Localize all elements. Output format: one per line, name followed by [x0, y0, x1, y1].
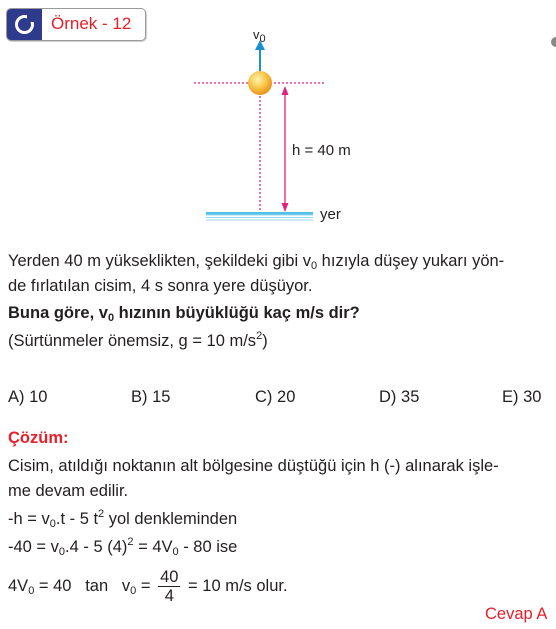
option-d[interactable]: D) 35: [379, 388, 420, 406]
ground-hatch: [206, 215, 313, 220]
ground-label: yer: [320, 206, 341, 223]
height-arrowhead-top: [282, 86, 289, 95]
example-icon: [7, 9, 42, 40]
projectile-figure: [180, 22, 380, 232]
problem-note: (Sürtünmeler önemsiz, g = 10 $m/s^2$): [8, 330, 268, 350]
example-badge: [6, 8, 146, 41]
equation-1: $-h = v_0.t - 5$ $t^2$ yol denkleminden: [8, 508, 238, 530]
option-e[interactable]: E) 30: [502, 388, 542, 406]
answer-label: Cevap A: [485, 605, 548, 623]
fraction: $\frac{40}{4}$: [160, 568, 179, 605]
ball: [248, 71, 272, 95]
solution-heading: Çözüm:: [8, 429, 69, 447]
example-title: Örnek - 12: [51, 14, 132, 33]
equation-3: $4V_0 = 40$ $\tan v_0$ = $\frac{40}{4}$ = 10 m/s olur.: [8, 568, 288, 605]
solution-line-1: Cisim, atıldığı noktanın alt bölgesine düştüğü için h (-) alınarak işle-: [8, 457, 499, 475]
equation-2: $-40 = v_0.4 - 5$ $(4)^2 = 4V_0 - 80$ ise: [8, 536, 238, 558]
height-label: h = 40 m: [292, 142, 351, 159]
solution-line-2: me devam edilir.: [8, 482, 129, 500]
question: Buna göre, $v_0$ hızının büyüklüğü kaç m/s dir?: [8, 304, 360, 324]
problem-line-2: de fırlatılan cisim, 4 s sonra yere düşüyor.: [8, 277, 313, 295]
height-arrowhead-bottom: [282, 203, 289, 212]
option-a[interactable]: A) 10: [8, 388, 48, 406]
velocity-label: $v_0$: [253, 27, 266, 45]
option-b[interactable]: B) 15: [131, 388, 171, 406]
problem-line-1: Yerden 40 m yükseklikten, şekildeki gibi $v_0$ hızıyla düşey yukarı yön-: [8, 252, 505, 272]
option-c[interactable]: C) 20: [255, 388, 296, 406]
page-edge-marker: [551, 37, 556, 47]
